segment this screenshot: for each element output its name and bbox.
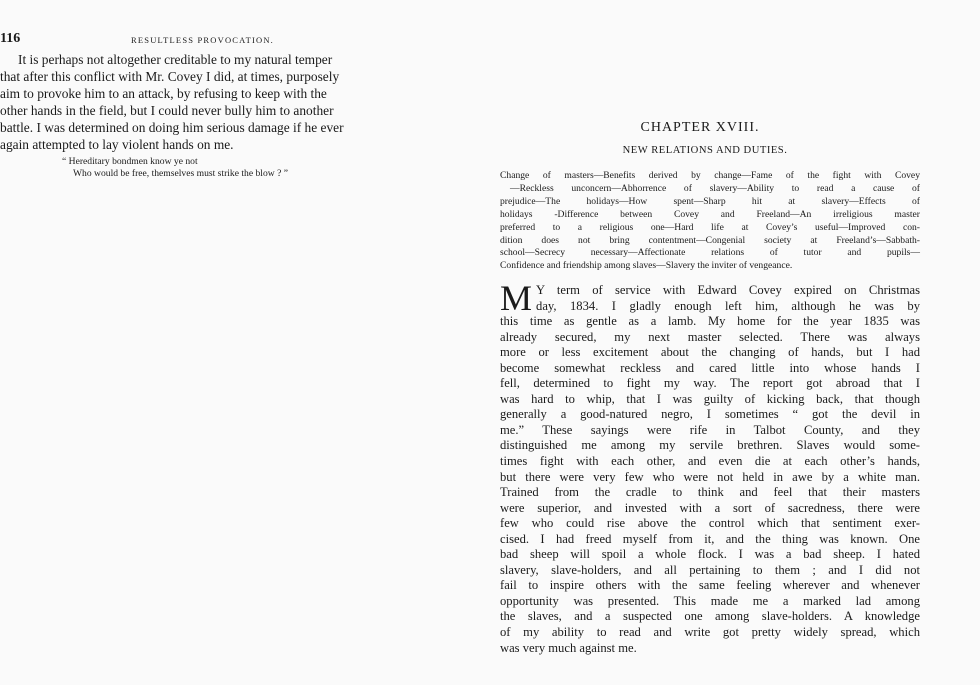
text-line: few who could rise above the control which that sentiment exer- bbox=[500, 516, 920, 531]
drop-cap: M bbox=[500, 278, 533, 318]
text-line: aim to provoke him to an attack, by refusing to keep with the bbox=[0, 86, 327, 101]
text-line: was hard to whip, that I was guilty of kicking back, that though bbox=[500, 391, 920, 406]
text-line: day, 1834. I gladly enough left him, although he was by bbox=[536, 298, 920, 313]
text-line: me.” These sayings were rife in Talbot County, and they bbox=[500, 422, 920, 437]
synopsis-line: Change of masters—Benefits derived by change—Fame of the fight with Covey bbox=[500, 170, 920, 181]
text-line: other hands in the field, but I could never bully him to another bbox=[0, 103, 334, 118]
synopsis-line: prejudice—The holidays—How spent—Sharp hit at slavery—Effects of bbox=[500, 195, 920, 207]
right-page bbox=[470, 0, 980, 685]
chapter-synopsis bbox=[500, 170, 920, 273]
page-number: 116 bbox=[0, 31, 21, 46]
text-line: fail to inspire others with the same feeling wherever and whenever bbox=[500, 578, 920, 593]
text-line: of my ability to read and write got pretty widely spread, which bbox=[500, 625, 920, 640]
synopsis-line: Confidence and friendship among slaves—Slavery the inviter of vengeance. bbox=[500, 260, 793, 272]
left-page bbox=[0, 0, 440, 685]
synopsis-line: dition does not bring contentment—Congenial society at Freeland’s—Sabbath- bbox=[500, 234, 920, 246]
left-paragraph bbox=[0, 51, 420, 153]
text-line: were superior, and invested with a sort of sacredness, there were bbox=[500, 500, 920, 515]
text-line: again attempted to lay violent hands on me. bbox=[0, 137, 234, 152]
text-line: Trained from the cradle to think and feel that their masters bbox=[500, 485, 920, 500]
text-line: opportunity was presented. This made me a marked lad among bbox=[500, 593, 920, 608]
text-line: fell, determined to fight my way. The report got abroad that I bbox=[500, 376, 920, 391]
text-line: but there were very few who were not held in awe by a white man. bbox=[500, 469, 920, 484]
text-line: times fight with each other, and even die at each other’s hands, bbox=[500, 454, 920, 469]
text-line: was very much against me. bbox=[500, 640, 637, 655]
text-line: the slaves, and a suspected one among slave-holders. A knowledge bbox=[500, 609, 920, 624]
text-line: slavery, slave-holders, and all pertaining to them ; and I did not bbox=[500, 562, 920, 577]
synopsis-line: —Reckless unconcern—Abhorrence of slavery—Ability to read a cause of bbox=[510, 182, 920, 194]
text-line: battle. I was determined on doing him serious damage if he ever bbox=[0, 120, 344, 135]
quote-line: “ Hereditary bondmen know ye not bbox=[62, 156, 198, 167]
chapter-body bbox=[500, 278, 920, 656]
text-line: more or less excitement about the changing of hands, but I had bbox=[500, 345, 920, 360]
chapter-heading: CHAPTER XVIII. bbox=[640, 120, 760, 135]
text-line: It is perhaps not altogether creditable to my natural temper bbox=[18, 52, 333, 67]
text-line: cised. I had freed myself from it, and the thing was known. One bbox=[500, 531, 920, 546]
quote-line: Who would be free, themselves must strike the blow ? ” bbox=[73, 168, 289, 179]
synopsis-line: holidays -Difference between Covey and Freeland—An irreligious master bbox=[500, 208, 920, 220]
chapter-subtitle: NEW RELATIONS AND DUTIES. bbox=[622, 145, 788, 156]
text-line: bad sheep will spoil a whole flock. I was a bad sheep. I hated bbox=[500, 547, 920, 562]
synopsis-line: school—Secrecy necessary—Affectionate relations of tutor and pupils— bbox=[500, 247, 920, 259]
text-line: distinguished me among my servile brethren. Slaves would some- bbox=[500, 438, 920, 453]
verse-quote bbox=[62, 156, 392, 180]
synopsis-line: preferred to a religious one—Hard life at Covey’s useful—Improved con- bbox=[500, 221, 920, 233]
text-line: already secured, my next master selected. There was always bbox=[500, 329, 920, 344]
text-line: that after this conflict with Mr. Covey I did, at times, purposely bbox=[0, 69, 340, 84]
text-line: Y term of service with Edward Covey expired on Christmas bbox=[536, 283, 920, 297]
text-line: generally a good-natured negro, I sometimes “ got the devil in bbox=[500, 407, 920, 422]
running-title: RESULTLESS PROVOCATION. bbox=[131, 35, 274, 45]
text-line: become somewhat reckless and cared little into whose hands I bbox=[500, 360, 920, 375]
text-line: this time as gentle as a lamb. My home for the year 1835 was bbox=[500, 314, 920, 329]
